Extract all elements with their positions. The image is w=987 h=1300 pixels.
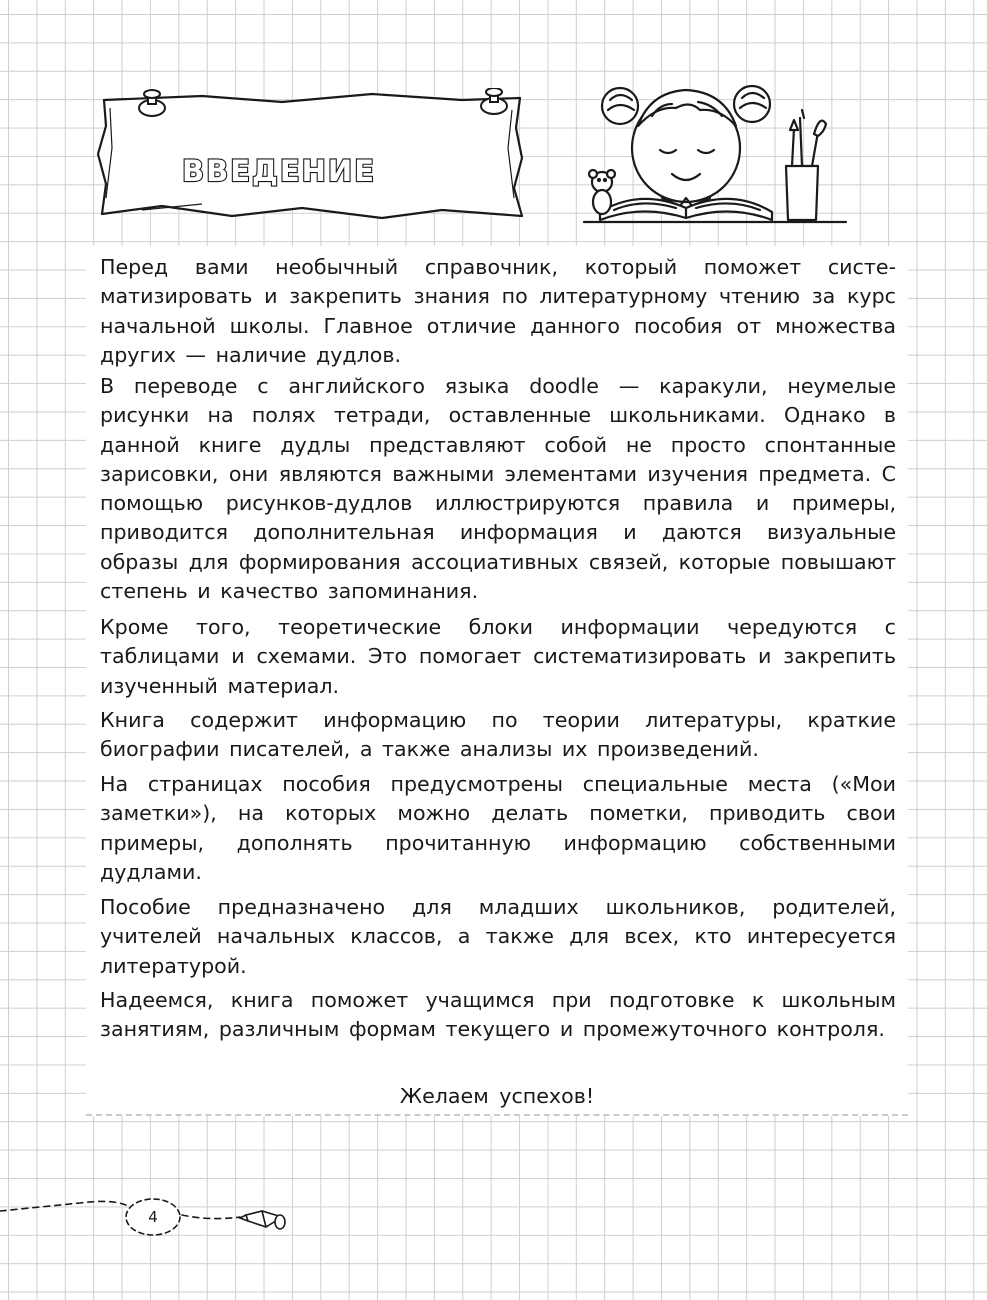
paragraph: На страницах пособия предусмотрены специальные места («Мои заметки»), на которых можно делать пометки, приводить свои примеры, дополнять прочитанную информацию собственными дудлами. <box>100 772 896 884</box>
girl-reading-illustration <box>580 70 850 230</box>
introduction-text <box>86 246 908 1116</box>
page-number: 4 <box>148 1208 158 1226</box>
title-banner <box>82 88 532 228</box>
pencil-icon <box>240 1211 285 1229</box>
paragraph: Книга содержит информацию по теории литературы, краткие биографии писателей, а также анализы их произведений. <box>100 708 896 762</box>
paragraph: В переводе с английского языка doodle — каракули, неумелые рисунки на полях тетради, оставленные школьниками. Однако в данной книге дудлы представляют собой не просто спонтанные зарисовки, они являются важными элементами изучения предмета. С помощью рисунков-дудлов иллюстрируются правила и примеры, приводится дополнительная информация и даются визуальные образы для формирования ассоциативных связей, которые повышают степень и качество запоминания. <box>100 374 896 604</box>
paragraph: Перед вами необычный справочник, который поможет систематизировать и закрепить знания по литературному чтению за курс начальной школы. Главное отличие данного пособия от множества других — наличие дудлов. <box>100 255 896 367</box>
paragraph: Кроме того, теоретические блоки информации чередуются с таблицами и схемами. Это помогает систематизировать и закрепить изученный материал. <box>100 615 896 698</box>
page-title: ВВЕДЕНИЕ <box>182 154 377 188</box>
paragraph: Пособие предназначено для младших школьников, родителей, учителей начальных классов, а также для всех, кто интересуется литературой. <box>100 895 896 978</box>
teddy-bear-icon <box>589 170 615 214</box>
closing-wish: Желаем успехов! <box>399 1084 595 1108</box>
paragraph: Надеемся, книга поможет учащимся при подготовке к школьным занятиям, различным формам текущего и промежуточного контроля. <box>100 988 896 1042</box>
thumbtack-right-icon <box>481 88 507 114</box>
pencil-cup-icon <box>786 110 826 220</box>
thumbtack-left-icon <box>139 90 165 116</box>
